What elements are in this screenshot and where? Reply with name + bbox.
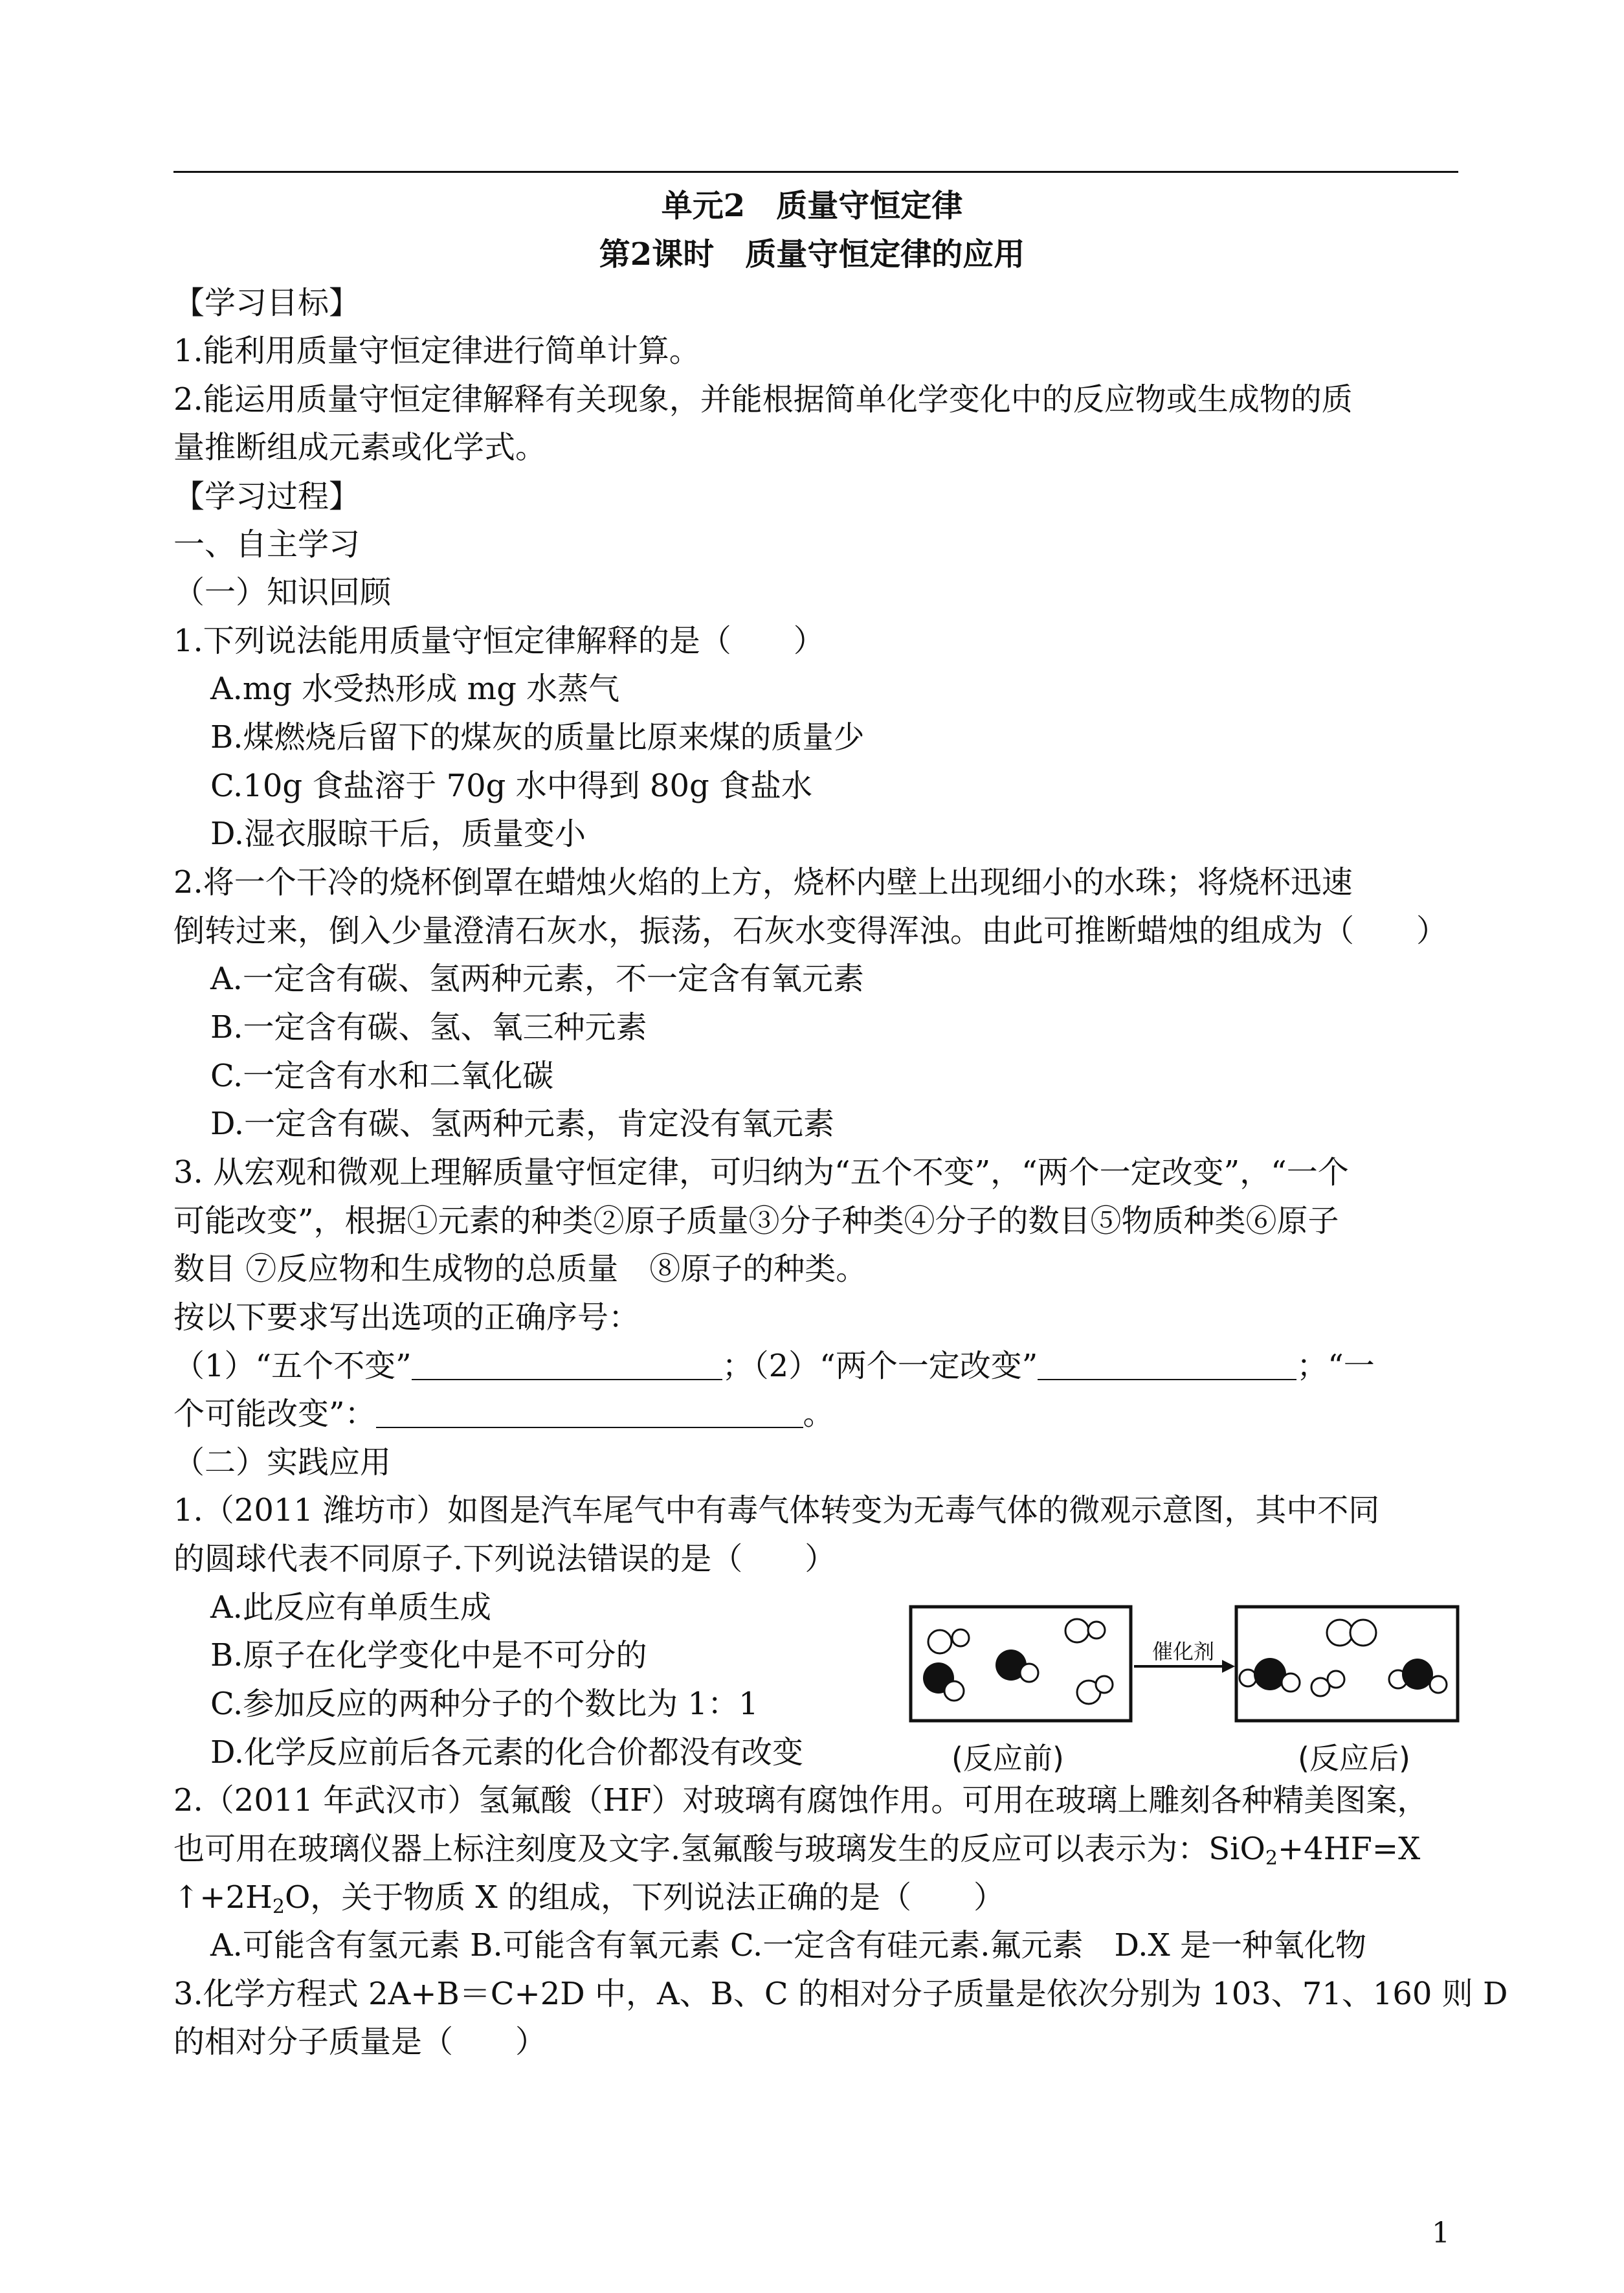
before-reaction-label: (反应前) [951, 1741, 1064, 1776]
goal-2-line-2: 量推断组成元素或化学式。 [173, 429, 547, 465]
question-2-line-1: 2.将一个干冷的烧杯倒罩在蜡烛火焰的上方，烧杯内壁上出现细小的水珠；将烧杯迅速 [173, 864, 1353, 900]
question-1-option-b: B.煤燃烧后留下的煤灰的质量比原来煤的质量少 [210, 719, 865, 755]
practice-1-option-d: D.化学反应前后各元素的化合价都没有改变 [210, 1734, 804, 1771]
answer-blank-two-changed[interactable] [1038, 1350, 1296, 1380]
reaction-arrow-head [1222, 1660, 1235, 1673]
q3-part-2-label: ；（2）“两个一定改变” [722, 1348, 1038, 1384]
q3-part-3-label: ；“一 [1296, 1348, 1375, 1384]
practice-3-line-1: 3.化学方程式 2A+B＝C+2D 中，A、B、C 的相对分子质量是依次分别为 103、71、160 则 D [173, 1976, 1508, 2012]
question-1: 1.下列说法能用质量守恒定律解释的是（ ） [173, 623, 825, 659]
practice-3-line-2: 的相对分子质量是（ ） [173, 2024, 547, 2060]
question-3-fill-line [173, 1347, 1375, 1385]
header-rule [173, 171, 1458, 173]
practice-1-line-2: 的圆球代表不同原子.下列说法错误的是（ ） [173, 1541, 836, 1577]
catalyst-label: 催化剂 [1151, 1639, 1215, 1664]
goal-1: 1.能利用质量守恒定律进行简单计算。 [173, 333, 700, 369]
practice-2-options: A.可能含有氢元素 B.可能含有氧元素 C.一定含有硅元素.氟元素 D.X 是一种氧化物 [210, 1927, 1366, 1963]
practice-2-line-1: 2.（2011 年武汉市）氢氟酸（HF）对玻璃有腐蚀作用。可用在玻璃上雕刻各种精美图案， [173, 1782, 1429, 1818]
question-1-option-c: C.10g 食盐溶于 70g 水中得到 80g 食盐水 [210, 768, 812, 804]
reaction-diagram [906, 1602, 1463, 1789]
q3-part-4-label: 个可能改变”： [173, 1396, 376, 1432]
practice-2-line-3-start: ↑+2H [173, 1879, 273, 1916]
question-3-fill-line-2 [173, 1394, 834, 1433]
after-reaction-label: (反应后) [1298, 1741, 1410, 1776]
practice-2-line-2-text: 也可用在玻璃仪器上标注刻度及文字.氢氟酸与玻璃发生的反应可以表示为：SiO [173, 1831, 1265, 1867]
section-self-study: 一、自主学习 [173, 526, 361, 563]
subsection-review: （一）知识回顾 [173, 574, 392, 610]
h2o-subscript: 2 [272, 1896, 285, 1918]
practice-2-line-2-end: +4HF=X [1277, 1831, 1421, 1867]
question-3-line-2: 可能改变”，根据①元素的种类②原子质量③分子种类④分子的数目⑤物质种类⑥原子 [173, 1203, 1339, 1239]
practice-1-option-b: B.原子在化学变化中是不可分的 [210, 1637, 647, 1673]
practice-1-option-c: C.参加反应的两种分子的个数比为 1：1 [210, 1686, 759, 1722]
sio2-subscript: 2 [1265, 1847, 1278, 1870]
question-3-instruction: 按以下要求写出选项的正确序号： [173, 1299, 640, 1336]
question-2-option-d: D.一定含有碳、氢两种元素，肯定没有氧元素 [210, 1106, 835, 1142]
question-3-line-3: 数目 ⑦反应物和生成物的总质量 ⑧原子的种类。 [173, 1251, 867, 1287]
question-2-option-b: B.一定含有碳、氢、氧三种元素 [210, 1009, 647, 1046]
goals-heading: 【学习目标】 [173, 285, 361, 321]
answer-blank-one-possible[interactable] [376, 1398, 803, 1428]
goal-2-line-1: 2.能运用质量守恒定律解释有关现象，并能根据简单化学变化中的反应物或生成物的质 [173, 381, 1353, 418]
lesson-subtitle: 第2课时 质量守恒定律的应用 [599, 236, 1025, 273]
practice-1-line-1: 1.（2011 潍坊市）如图是汽车尾气中有毒气体转变为无毒气体的微观示意图，其中不同 [173, 1492, 1380, 1528]
molecule-two-white-circles-2 [1065, 1619, 1105, 1642]
question-2-line-2: 倒转过来，倒入少量澄清石灰水，振荡，石灰水变得浑浊。由此可推断蜡烛的组成为（ ） [173, 913, 1448, 949]
q3-part-1-label: （1）“五个不变” [173, 1348, 412, 1384]
process-heading: 【学习过程】 [173, 478, 361, 515]
document-title: 单元2 质量守恒定律 [661, 188, 963, 224]
subsection-practice: （二）实践应用 [173, 1444, 392, 1481]
question-3-line-1: 3. 从宏观和微观上理解质量守恒定律，可归纳为“五个不变”，“两个一定改变”，“一个 [173, 1154, 1349, 1191]
practice-2-line-2 [173, 1829, 1420, 1878]
practice-2-line-3 [173, 1878, 1005, 1927]
q3-end: 。 [803, 1396, 834, 1432]
question-1-option-d: D.湿衣服晾干后，质量变小 [210, 816, 586, 852]
page-number: 1 [1432, 2217, 1450, 2250]
question-1-option-a: A.mg 水受热形成 mg 水蒸气 [210, 671, 620, 707]
answer-blank-five-unchanged[interactable] [412, 1350, 722, 1380]
practice-1-option-a: A.此反应有单质生成 [210, 1589, 491, 1626]
question-2-option-c: C.一定含有水和二氧化碳 [210, 1058, 554, 1094]
reaction-diagram-svg [906, 1602, 1463, 1731]
practice-2-line-3-text: O，关于物质 X 的组成，下列说法正确的是（ ） [284, 1879, 1005, 1916]
question-2-option-a: A.一定含有碳、氢两种元素，不一定含有氧元素 [210, 961, 864, 997]
